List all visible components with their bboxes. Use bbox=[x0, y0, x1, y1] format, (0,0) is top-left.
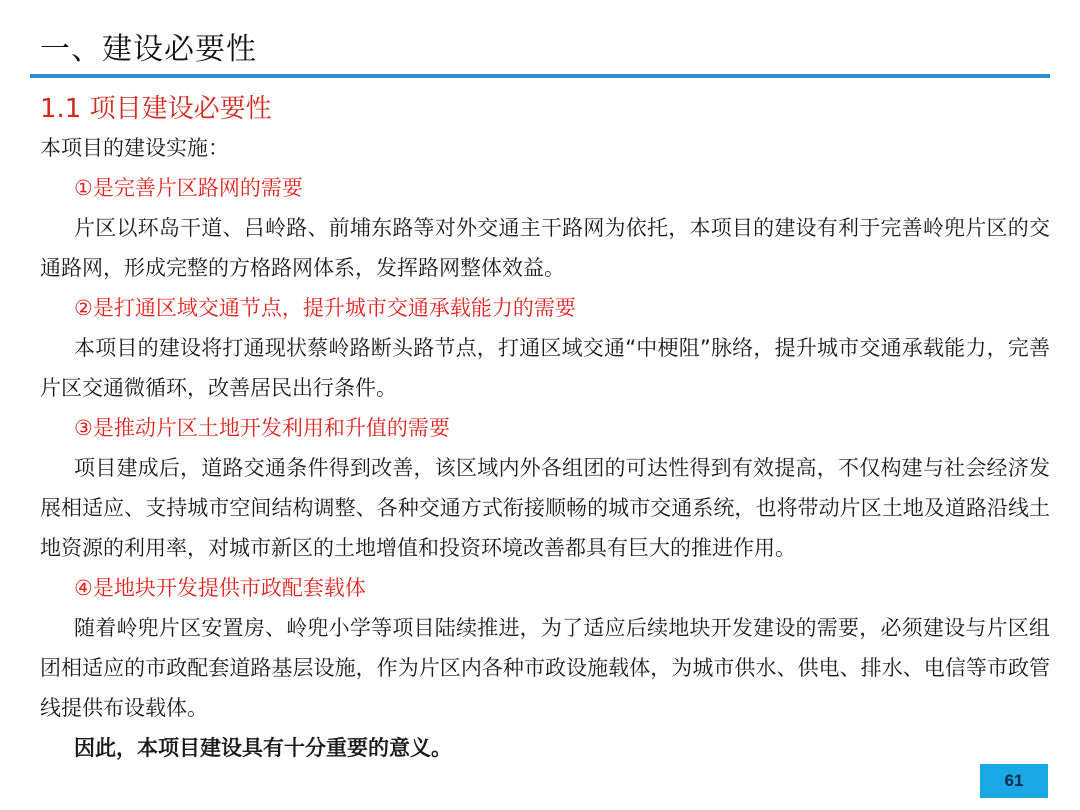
item-heading-2: ②是打通区域交通节点，提升城市交通承载能力的需要 bbox=[74, 296, 576, 320]
title-divider bbox=[30, 74, 1050, 78]
item-heading-3: ③是推动片区土地开发利用和升值的需要 bbox=[74, 416, 450, 440]
item-body-1: 片区以环岛干道、吕岭路、前埔东路等对外交通主干路网为依托，本项目的建设有利于完善岭兜片区的交通路网，形成完整的方格路网体系，发挥路网整体效益。 bbox=[40, 216, 1050, 280]
slide-title: 一、建设必要性 bbox=[40, 32, 257, 67]
section-heading: 1.1 项目建设必要性 bbox=[40, 94, 272, 124]
conclusion-text: 因此，本项目建设具有十分重要的意义。 bbox=[74, 736, 452, 760]
slide-content bbox=[40, 90, 1050, 768]
item-body-4: 随着岭兜片区安置房、岭兜小学等项目陆续推进，为了适应后续地块开发建设的需要，必须建设与片区组团相适应的市政配套道路基层设施，作为片区内各种市政设施载体，为城市供水、供电、排水、电信等市政管线提供布设载体。 bbox=[40, 616, 1050, 720]
item-body-3: 项目建成后，道路交通条件得到改善，该区域内外各组团的可达性得到有效提高，不仅构建与社会经济发展相适应、支持城市空间结构调整、各种交通方式衔接顺畅的城市交通系统，也将带动片区土地及道路沿线土地资源的利用率，对城市新区的土地增值和投资环境改善都具有巨大的推进作用。 bbox=[40, 456, 1050, 560]
item-heading-4: ④是地块开发提供市政配套载体 bbox=[74, 576, 366, 600]
item-body-2: 本项目的建设将打通现状蔡岭路断头路节点，打通区域交通“中梗阻”脉络，提升城市交通承载能力，完善片区交通微循环，改善居民出行条件。 bbox=[40, 336, 1050, 400]
item-heading-1: ①是完善片区路网的需要 bbox=[74, 176, 303, 200]
page-number-badge: 61 bbox=[980, 764, 1048, 798]
intro-text: 本项目的建设实施： bbox=[40, 136, 229, 160]
